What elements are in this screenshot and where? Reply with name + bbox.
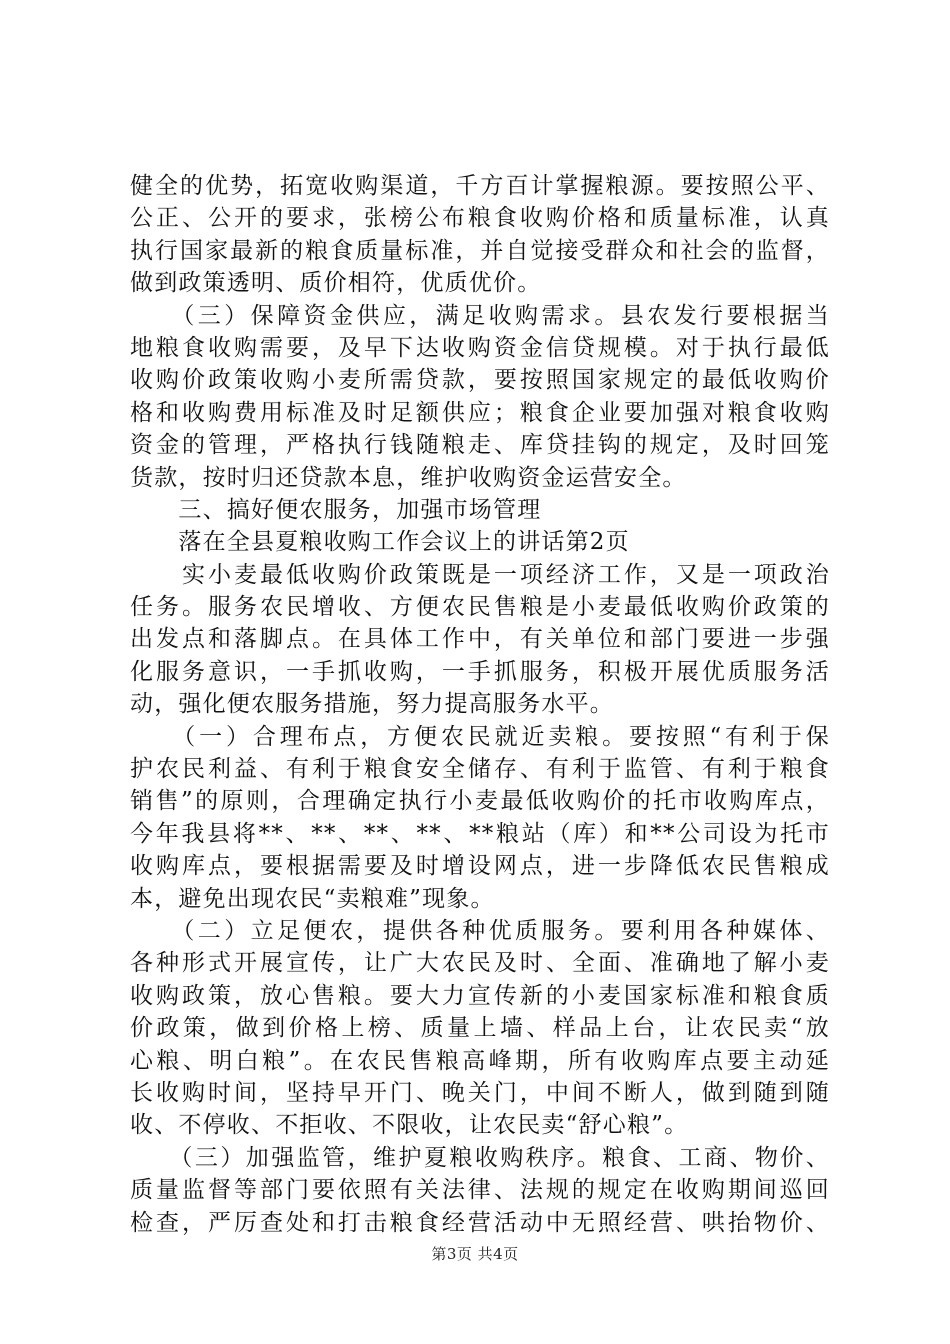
text-line: 价政策，做到价格上榜、质量上墙、样品上台，让农民卖“放: [130, 1015, 830, 1042]
text-line: 资金的管理，严格执行钱随粮走、库贷挂钩的规定，及时回笼: [130, 432, 830, 459]
text-line: 收购政策，放心售粮。要大力宣传新的小麦国家标准和粮食质: [130, 982, 830, 1009]
text-line: 格和收购费用标准及时足额供应；粮食企业要加强对粮食收购: [130, 399, 830, 426]
text-line: 收、不停收、不拒收、不限收，让农民卖“舒心粮”。: [130, 1112, 689, 1139]
page-footer: 第3页 共4页: [431, 1245, 519, 1263]
text-line: （一）合理布点，方便农民就近卖粮。要按照“有利于保: [130, 723, 830, 750]
text-line: 心粮、明白粮”。在农民售粮高峰期，所有收购库点要主动延: [130, 1047, 830, 1074]
text-line: （三）加强监管，维护夏粮收购秩序。粮食、工商、物价、: [130, 1144, 830, 1171]
text-line: 任务。服务农民增收、方便农民售粮是小麦最低收购价政策的: [130, 594, 830, 621]
text-line: 收购价政策收购小麦所需贷款，要按照国家规定的最低收购价: [130, 367, 830, 394]
text-line: 做到政策透明、质价相符，优质优价。: [130, 270, 542, 297]
text-line: 销售”的原则，合理确定执行小麦最低收购价的托市收购库点，: [130, 788, 830, 815]
text-line: 出发点和落脚点。在具体工作中，有关单位和部门要进一步强: [130, 626, 830, 653]
text-line: 收购库点，要根据需要及时增设网点，进一步降低农民售粮成: [130, 853, 830, 880]
text-line: 动，强化便农服务措施，努力提高服务水平。: [130, 691, 614, 718]
text-line: 落在全县夏粮收购工作会议上的讲话第2页: [130, 529, 630, 556]
text-line: 质量监督等部门要依照有关法律、法规的规定在收购期间巡回: [130, 1177, 830, 1204]
text-line: （二）立足便农，提供各种优质服务。要利用各种媒体、: [130, 917, 830, 944]
text-line: 各种形式开展宣传，让广大农民及时、全面、准确地了解小麦: [130, 950, 830, 977]
document-body: [130, 170, 830, 1239]
text-line: 公正、公开的要求，张榜公布粮食收购价格和质量标准，认真: [130, 205, 830, 232]
text-line: 执行国家最新的粮食质量标准，并自觉接受群众和社会的监督，: [130, 237, 830, 264]
text-line: 地粮食收购需要，及早下达收购资金信贷规模。对于执行最低: [130, 334, 830, 361]
text-line: 货款，按时归还贷款本息，维护收购资金运营安全。: [130, 464, 687, 491]
text-line: 三、搞好便农服务，加强市场管理: [130, 496, 542, 523]
text-line: 化服务意识，一手抓收购，一手抓服务，积极开展优质服务活: [130, 658, 830, 685]
text-line: 实小麦最低收购价政策既是一项经济工作，又是一项政治: [130, 561, 830, 588]
text-line: 健全的优势，拓宽收购渠道，千方百计掌握粮源。要按照公平、: [130, 173, 830, 199]
text-line: 护农民利益、有利于粮食安全储存、有利于监管、有利于粮食: [130, 756, 830, 783]
text-line: 检查，严厉查处和打击粮食经营活动中无照经营、哄抬物价、: [130, 1209, 830, 1236]
text-line: （三）保障资金供应，满足收购需求。县农发行要根据当: [130, 302, 830, 329]
text-line: 本，避免出现农民“卖粮难”现象。: [130, 885, 495, 912]
text-line: 长收购时间，坚持早开门、晚关门，中间不断人，做到随到随: [130, 1079, 830, 1106]
text-line: 今年我县将**、**、**、**、**粮站（库）和**公司设为托市: [130, 820, 830, 847]
